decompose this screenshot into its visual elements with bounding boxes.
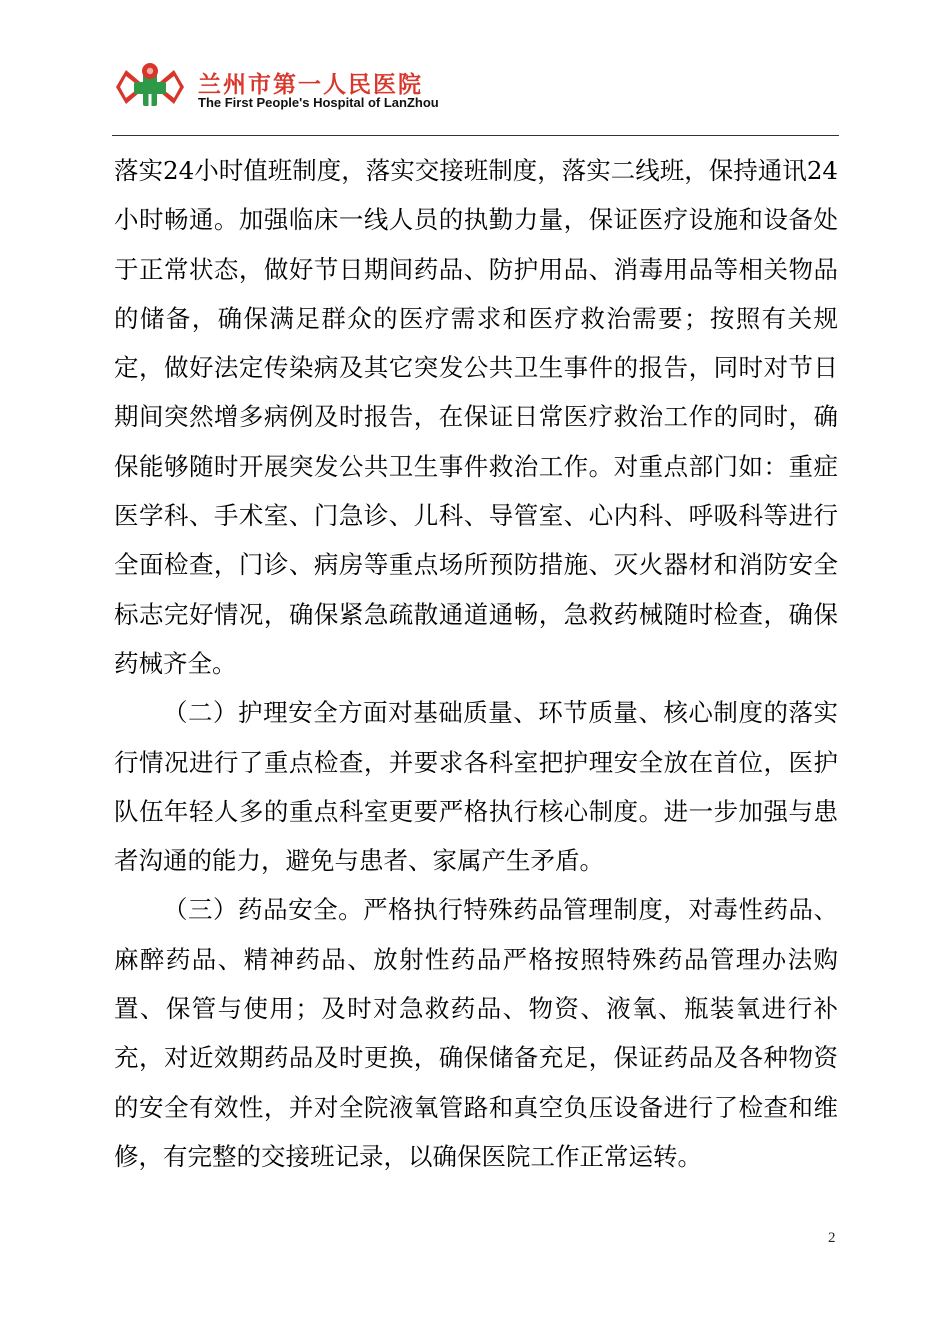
hospital-name-en: The First People's Hospital of LanZhou bbox=[198, 95, 439, 110]
document-body bbox=[114, 146, 838, 1181]
header-divider bbox=[112, 135, 839, 136]
body-paragraph-nursing-safety: （二）护理安全方面对基础质量、环节质量、核心制度的落实行情况进行了重点检查，并要求各科室把护理安全放在首位，医护队伍年轻人多的重点科室更要严格执行核心制度。进一步加强与患者沟通的能力，避免与患者、家属产生矛盾。 bbox=[114, 698, 838, 876]
body-paragraph-drug-safety: （三）药品安全。严格执行特殊药品管理制度，对毒性药品、麻醉药品、精神药品、放射性药品严格按照特殊药品管理办法购置、保管与使用；及时对急救药品、物资、液氧、瓶装氧进行补充，对近效期药品及时更换，确保储备充足，保证药品及各种物资的安全有效性，并对全院液氧管路和真空负压设备进行了检查和维修，有完整的交接班记录，以确保医院工作正常运转。 bbox=[114, 895, 838, 1171]
page-number: 2 bbox=[828, 1230, 836, 1246]
body-paragraph-continued: 落实24小时值班制度，落实交接班制度，落实二线班，保持通讯24小时畅通。加强临床一线人员的执勤力量，保证医疗设施和设备处于正常状态，做好节日期间药品、防护用品、消毒用品等相关物品的储备，确保满足群众的医疗需求和医疗救治需要；按照有关规定，做好法定传染病及其它突发公共卫生事件的报告，同时对节日期间突然增多病例及时报告，在保证日常医疗救治工作的同时，确保能够随时开展突发公共卫生事件救治工作。对重点部门如：重症医学科、手术室、门急诊、儿科、导管室、心内科、呼吸科等进行全面检查，门诊、病房等重点场所预防措施、灭火器材和消防安全标志完好情况，确保紧急疏散通道通畅，急救药械随时检查，确保药械齐全。 bbox=[114, 156, 838, 678]
page-header bbox=[112, 58, 842, 118]
hospital-name-cn: 兰州市第一人民医院 bbox=[198, 72, 423, 98]
hospital-logo-icon bbox=[112, 60, 188, 114]
